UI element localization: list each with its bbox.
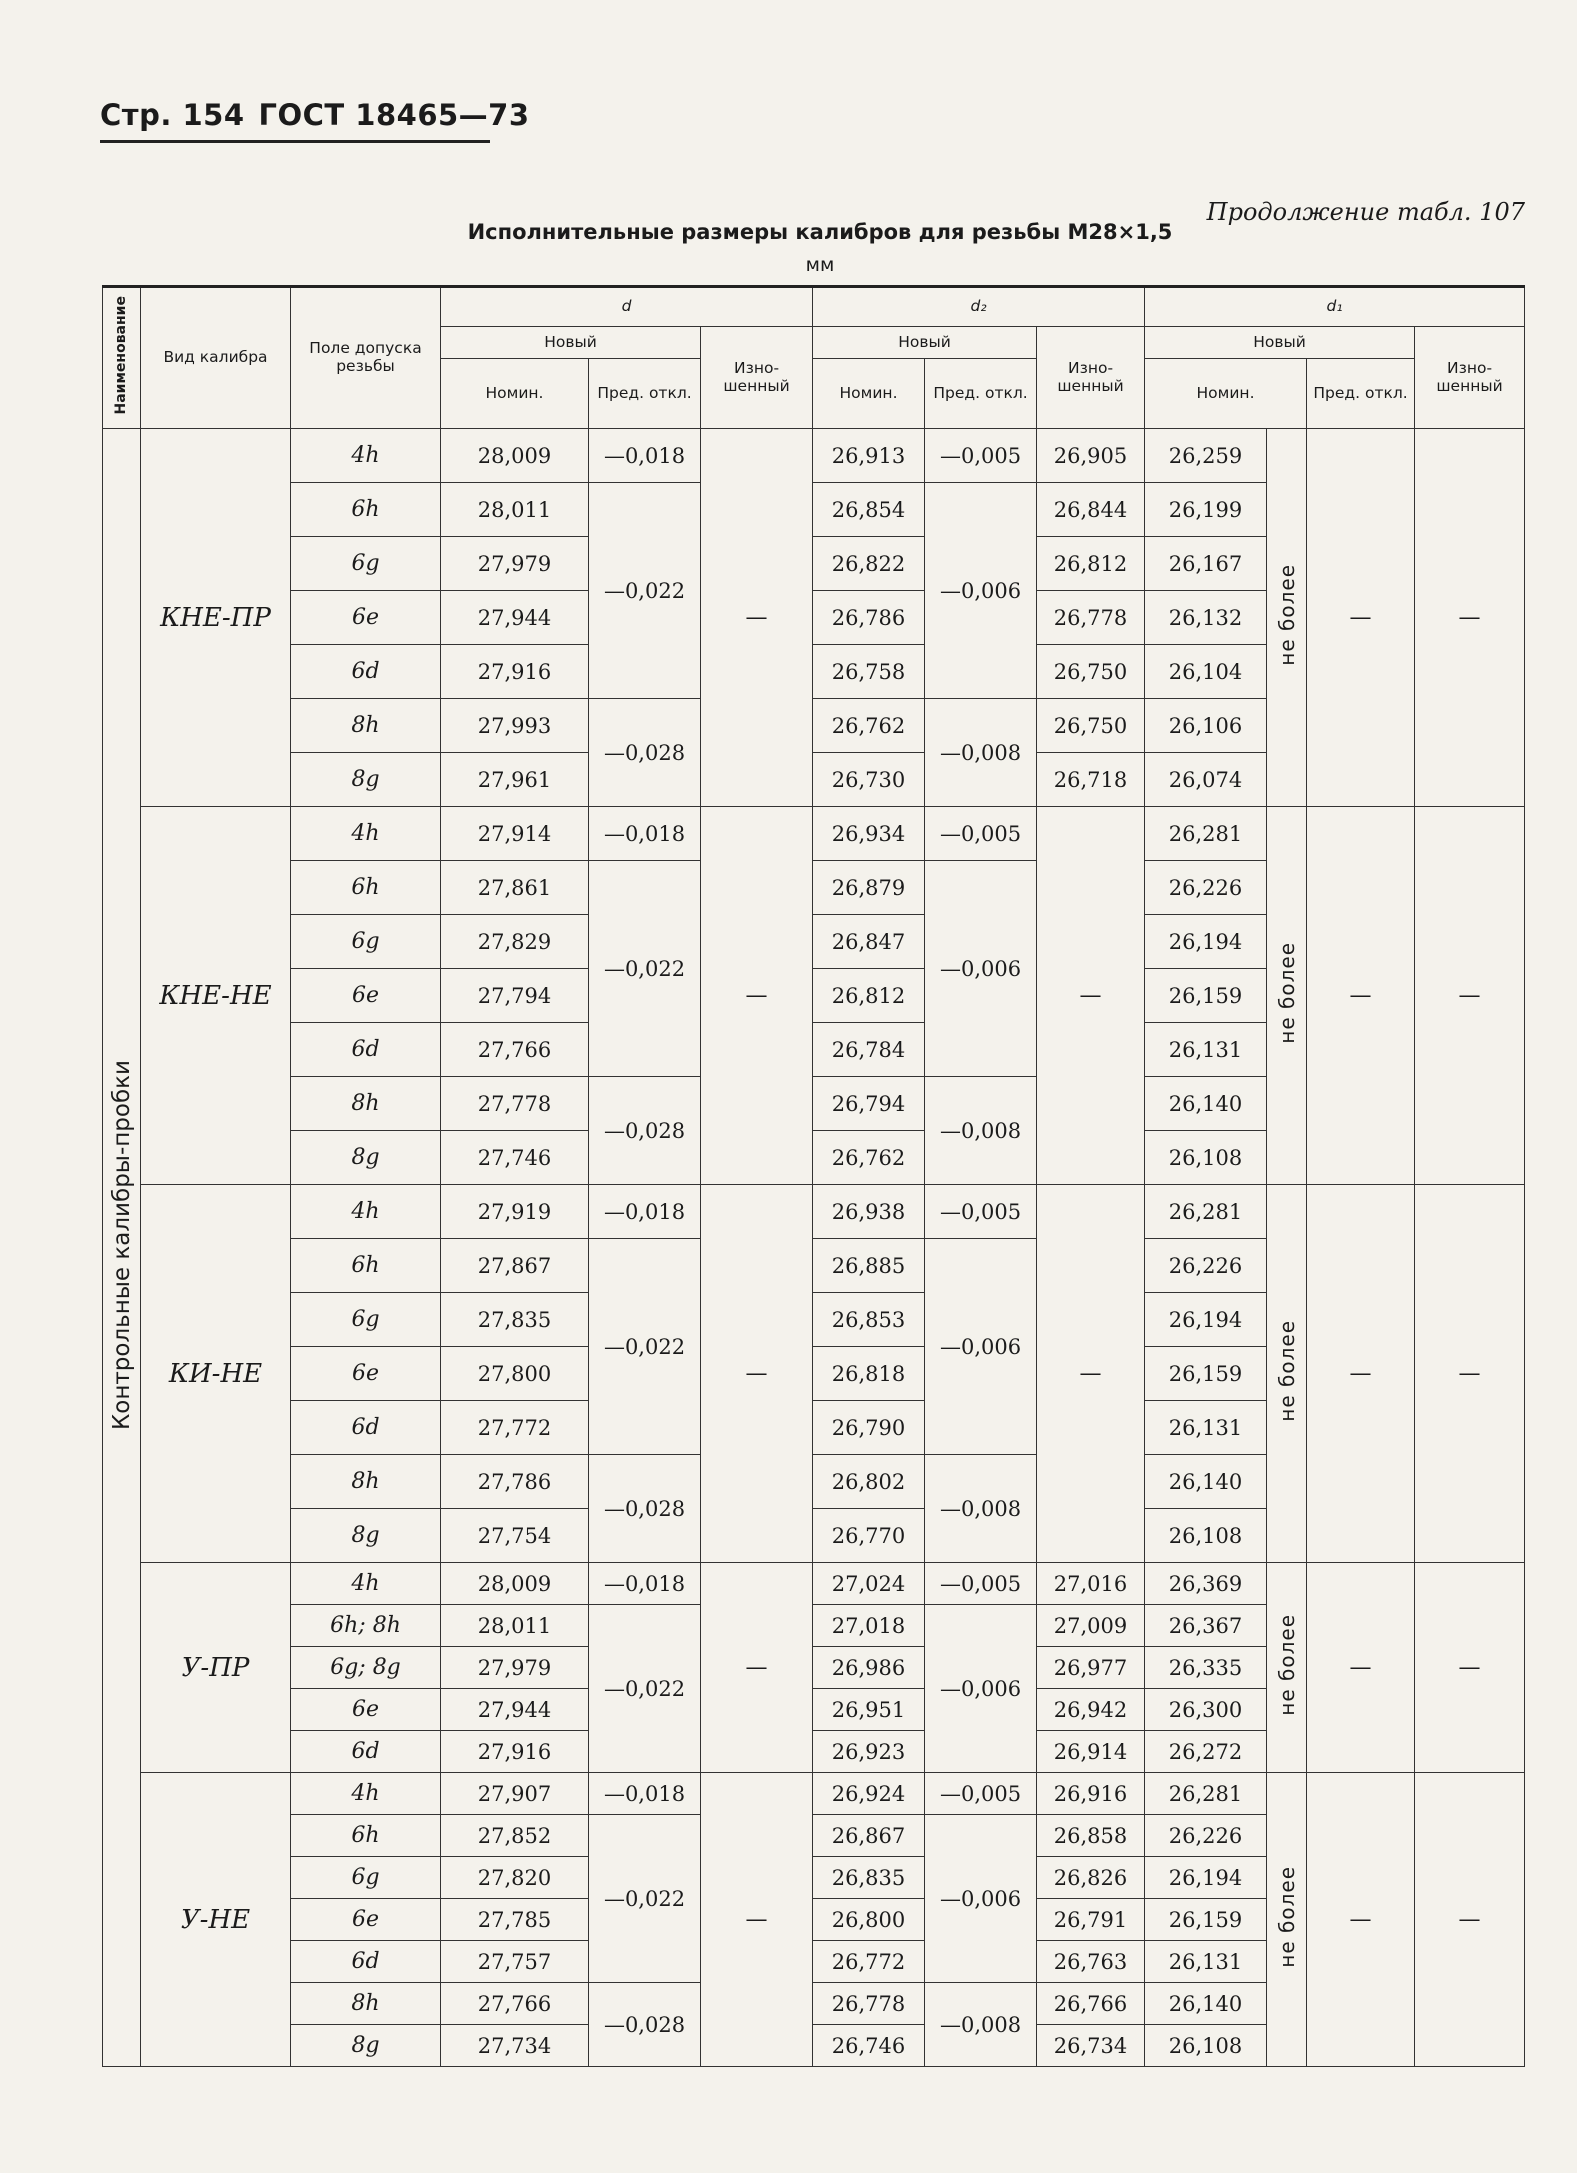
- table-header: [103, 287, 1525, 429]
- d2-nominal: 26,762: [813, 1131, 925, 1185]
- table-units: мм: [805, 254, 835, 276]
- d-nominal: 27,794: [441, 969, 589, 1023]
- not-more-label: не более: [1274, 1614, 1299, 1716]
- d-nominal: 27,778: [441, 1077, 589, 1131]
- d2-limit-dev: —0,005: [925, 1563, 1037, 1605]
- d2-worn: 26,905: [1037, 429, 1145, 483]
- continuation-note: Продолжение табл. 107: [1206, 198, 1525, 226]
- d-limit-dev: —0,018: [589, 1563, 701, 1605]
- d1-nominal: 26,108: [1145, 1509, 1267, 1563]
- d-nominal: 27,820: [441, 1857, 589, 1899]
- tolerance-field: 8g: [291, 2025, 441, 2067]
- tolerance-field: 6h: [291, 861, 441, 915]
- table-row: [103, 1185, 1525, 1239]
- d2-worn: 26,766: [1037, 1983, 1145, 2025]
- d1-nominal: 26,167: [1145, 537, 1267, 591]
- d1-nominal: 26,074: [1145, 753, 1267, 807]
- d2-nominal: 27,024: [813, 1563, 925, 1605]
- d1-nominal: 26,104: [1145, 645, 1267, 699]
- d1-nominal: 26,159: [1145, 969, 1267, 1023]
- table-row: [103, 1563, 1525, 1605]
- page-header: [100, 98, 530, 132]
- tolerance-field: 6h: [291, 1815, 441, 1857]
- d2-limit-dev: —0,006: [925, 1605, 1037, 1773]
- d-nominal: 27,754: [441, 1509, 589, 1563]
- d1-nominal: 26,335: [1145, 1647, 1267, 1689]
- d2-worn: 26,750: [1037, 645, 1145, 699]
- d-limit-dev: —0,028: [589, 1077, 701, 1185]
- tolerance-field: 6d: [291, 1941, 441, 1983]
- d2-nominal: 26,853: [813, 1293, 925, 1347]
- d2-nominal: 26,879: [813, 861, 925, 915]
- d-nominal: 28,011: [441, 1605, 589, 1647]
- d-nominal: 27,907: [441, 1773, 589, 1815]
- d-nominal: 27,916: [441, 1731, 589, 1773]
- d2-nominal: 26,770: [813, 1509, 925, 1563]
- d2-nominal: 26,924: [813, 1773, 925, 1815]
- table-title: Исполнительные размеры калибров для резьбы M28×1,5: [467, 220, 1173, 244]
- d-nominal: 27,785: [441, 1899, 589, 1941]
- gauge-type: КИ-НЕ: [141, 1185, 291, 1563]
- header-d2-worn: Изно-шенный: [1037, 327, 1145, 429]
- header-rule: [100, 140, 490, 143]
- d1-worn: —: [1415, 1773, 1525, 2067]
- d2-worn: 26,916: [1037, 1773, 1145, 1815]
- d2-nominal: 27,018: [813, 1605, 925, 1647]
- tolerance-field: 4h: [291, 1185, 441, 1239]
- d2-limit-dev: —0,005: [925, 807, 1037, 861]
- tolerance-field: 8h: [291, 1983, 441, 2025]
- d2-nominal: 26,938: [813, 1185, 925, 1239]
- d1-worn: —: [1415, 1563, 1525, 1773]
- d2-nominal: 26,786: [813, 591, 925, 645]
- d1-nominal: 26,367: [1145, 1605, 1267, 1647]
- header-d2-limit-dev: Пред. откл.: [925, 359, 1037, 429]
- d2-worn: 26,750: [1037, 699, 1145, 753]
- header-d1-worn: Изно-шенный: [1415, 327, 1525, 429]
- tolerance-field: 8g: [291, 1509, 441, 1563]
- d-nominal: 27,944: [441, 591, 589, 645]
- d2-limit-dev: —0,005: [925, 1185, 1037, 1239]
- d-nominal: 27,867: [441, 1239, 589, 1293]
- d2-limit-dev: —0,006: [925, 483, 1037, 699]
- d2-limit-dev: —0,008: [925, 699, 1037, 807]
- d1-nominal: 26,108: [1145, 1131, 1267, 1185]
- d1-nominal: 26,131: [1145, 1401, 1267, 1455]
- page-number: Стр. 154: [100, 98, 245, 132]
- d2-nominal: 26,835: [813, 1857, 925, 1899]
- tolerance-field: 6h: [291, 1239, 441, 1293]
- d2-worn: 27,016: [1037, 1563, 1145, 1605]
- d2-worn: 26,791: [1037, 1899, 1145, 1941]
- d-limit-dev: —0,022: [589, 861, 701, 1077]
- tolerance-field: 4h: [291, 1563, 441, 1605]
- d1-nominal: 26,259: [1145, 429, 1267, 483]
- d2-worn: 27,009: [1037, 1605, 1145, 1647]
- not-more-label: не более: [1274, 1866, 1299, 1968]
- d-nominal: 27,916: [441, 645, 589, 699]
- d2-nominal: 26,772: [813, 1941, 925, 1983]
- d1-limit-dev: —: [1307, 1773, 1415, 2067]
- table-body: [103, 429, 1525, 2067]
- tolerance-field: 8g: [291, 753, 441, 807]
- tolerance-field: 6e: [291, 1689, 441, 1731]
- tolerance-field: 8g: [291, 1131, 441, 1185]
- d2-limit-dev: —0,006: [925, 861, 1037, 1077]
- d2-worn: 26,812: [1037, 537, 1145, 591]
- d1-nominal: 26,281: [1145, 1773, 1267, 1815]
- d1-nominal: 26,281: [1145, 1185, 1267, 1239]
- d1-nominal: 26,226: [1145, 861, 1267, 915]
- tolerance-field: 6h; 8h: [291, 1605, 441, 1647]
- tolerance-field: 6d: [291, 1401, 441, 1455]
- d1-nominal: 26,106: [1145, 699, 1267, 753]
- d2-worn: 26,858: [1037, 1815, 1145, 1857]
- d1-nominal: 26,272: [1145, 1731, 1267, 1773]
- gauge-dimensions-table: [102, 285, 1525, 2067]
- d2-limit-dev: —0,005: [925, 429, 1037, 483]
- d1-nominal: 26,300: [1145, 1689, 1267, 1731]
- d-nominal: 27,786: [441, 1455, 589, 1509]
- d2-nominal: 26,762: [813, 699, 925, 753]
- d-nominal: 27,993: [441, 699, 589, 753]
- tolerance-field: 6g: [291, 537, 441, 591]
- tolerance-field: 6d: [291, 1023, 441, 1077]
- d1-nominal: 26,140: [1145, 1455, 1267, 1509]
- tolerance-field: 4h: [291, 429, 441, 483]
- header-gauge-type: Вид калибра: [141, 287, 291, 429]
- d2-limit-dev: —0,006: [925, 1815, 1037, 1983]
- not-more-cell: [1267, 429, 1307, 807]
- d2-worn: 26,844: [1037, 483, 1145, 537]
- tolerance-field: 6g; 8g: [291, 1647, 441, 1689]
- d-limit-dev: —0,022: [589, 1239, 701, 1455]
- d-limit-dev: —0,022: [589, 1605, 701, 1773]
- d2-limit-dev: —0,008: [925, 1983, 1037, 2067]
- d-nominal: 28,009: [441, 1563, 589, 1605]
- d2-nominal: 26,923: [813, 1731, 925, 1773]
- d2-nominal: 26,778: [813, 1983, 925, 2025]
- header-d-new: Новый: [441, 327, 701, 359]
- d2-worn: 26,763: [1037, 1941, 1145, 1983]
- d2-limit-dev: —0,008: [925, 1077, 1037, 1185]
- d2-worn: 26,942: [1037, 1689, 1145, 1731]
- d-nominal: 27,852: [441, 1815, 589, 1857]
- d2-nominal: 26,913: [813, 429, 925, 483]
- tolerance-field: 6e: [291, 969, 441, 1023]
- header-tolerance-field: Поле допуска резьбы: [291, 287, 441, 429]
- d1-nominal: 26,108: [1145, 2025, 1267, 2067]
- standard-number: ГОСТ 18465—73: [258, 98, 530, 132]
- d-nominal: 27,772: [441, 1401, 589, 1455]
- d2-limit-dev: —0,006: [925, 1239, 1037, 1455]
- d-nominal: 28,011: [441, 483, 589, 537]
- d1-worn: —: [1415, 807, 1525, 1185]
- d2-nominal: 26,730: [813, 753, 925, 807]
- d-worn: —: [701, 1185, 813, 1563]
- d2-nominal: 26,746: [813, 2025, 925, 2067]
- not-more-label: не более: [1274, 942, 1299, 1044]
- header-d2: d₂: [813, 287, 1145, 327]
- d1-nominal: 26,140: [1145, 1983, 1267, 2025]
- d-nominal: 27,835: [441, 1293, 589, 1347]
- not-more-cell: [1267, 1773, 1307, 2067]
- tolerance-field: 6g: [291, 915, 441, 969]
- tolerance-field: 4h: [291, 807, 441, 861]
- d-nominal: 27,979: [441, 1647, 589, 1689]
- d2-nominal: 26,784: [813, 1023, 925, 1077]
- d1-nominal: 26,194: [1145, 1293, 1267, 1347]
- d-worn: —: [701, 429, 813, 807]
- tolerance-field: 6h: [291, 483, 441, 537]
- d2-nominal: 26,822: [813, 537, 925, 591]
- gauge-type: У-НЕ: [141, 1773, 291, 2067]
- tolerance-field: 6g: [291, 1857, 441, 1899]
- d-limit-dev: —0,022: [589, 1815, 701, 1983]
- table-row: [103, 429, 1525, 483]
- d2-nominal: 26,818: [813, 1347, 925, 1401]
- d-nominal: 27,800: [441, 1347, 589, 1401]
- d2-nominal: 26,800: [813, 1899, 925, 1941]
- header-d1-limit-dev: Пред. откл.: [1307, 359, 1415, 429]
- d1-nominal: 26,159: [1145, 1347, 1267, 1401]
- d2-worn: 26,718: [1037, 753, 1145, 807]
- d-limit-dev: —0,018: [589, 1773, 701, 1815]
- table-row: [103, 1773, 1525, 1815]
- d-worn: —: [701, 807, 813, 1185]
- d-limit-dev: —0,018: [589, 429, 701, 483]
- tolerance-field: 6e: [291, 1899, 441, 1941]
- group-label-cell: [103, 429, 141, 2067]
- header-d2-nominal: Номин.: [813, 359, 925, 429]
- d2-worn: —: [1037, 1185, 1145, 1563]
- d-nominal: 28,009: [441, 429, 589, 483]
- d2-worn: 26,977: [1037, 1647, 1145, 1689]
- d-limit-dev: —0,028: [589, 1983, 701, 2067]
- d2-nominal: 26,854: [813, 483, 925, 537]
- d2-nominal: 26,812: [813, 969, 925, 1023]
- d2-worn: 26,826: [1037, 1857, 1145, 1899]
- d2-worn: 26,914: [1037, 1731, 1145, 1773]
- tolerance-field: 6d: [291, 645, 441, 699]
- d2-nominal: 26,802: [813, 1455, 925, 1509]
- d1-nominal: 26,131: [1145, 1941, 1267, 1983]
- d-worn: —: [701, 1773, 813, 2067]
- d1-limit-dev: —: [1307, 1185, 1415, 1563]
- d2-limit-dev: —0,008: [925, 1455, 1037, 1563]
- d1-nominal: 26,199: [1145, 483, 1267, 537]
- tolerance-field: 6g: [291, 1293, 441, 1347]
- d-nominal: 27,919: [441, 1185, 589, 1239]
- d-nominal: 27,766: [441, 1983, 589, 2025]
- d1-nominal: 26,159: [1145, 1899, 1267, 1941]
- d1-nominal: 26,194: [1145, 1857, 1267, 1899]
- d2-nominal: 26,794: [813, 1077, 925, 1131]
- header-d: d: [441, 287, 813, 327]
- d2-nominal: 26,885: [813, 1239, 925, 1293]
- not-more-label: не более: [1274, 1320, 1299, 1422]
- d1-worn: —: [1415, 1185, 1525, 1563]
- not-more-cell: [1267, 807, 1307, 1185]
- gauge-type: КНЕ-НЕ: [141, 807, 291, 1185]
- d1-worn: —: [1415, 429, 1525, 807]
- tolerance-field: 8h: [291, 1455, 441, 1509]
- tolerance-field: 6e: [291, 1347, 441, 1401]
- gauge-type: КНЕ-ПР: [141, 429, 291, 807]
- d2-worn: 26,778: [1037, 591, 1145, 645]
- d2-nominal: 26,867: [813, 1815, 925, 1857]
- gauge-type: У-ПР: [141, 1563, 291, 1773]
- header-d-worn: Изно-шенный: [701, 327, 813, 429]
- d-limit-dev: —0,022: [589, 483, 701, 699]
- d1-nominal: 26,281: [1145, 807, 1267, 861]
- header-d1: d₁: [1145, 287, 1525, 327]
- d-limit-dev: —0,018: [589, 1185, 701, 1239]
- d2-nominal: 26,790: [813, 1401, 925, 1455]
- d-limit-dev: —0,028: [589, 699, 701, 807]
- d-nominal: 27,979: [441, 537, 589, 591]
- d-limit-dev: —0,018: [589, 807, 701, 861]
- d1-nominal: 26,226: [1145, 1815, 1267, 1857]
- header-d-limit-dev: Пред. откл.: [589, 359, 701, 429]
- d1-nominal: 26,131: [1145, 1023, 1267, 1077]
- d-nominal: 27,757: [441, 1941, 589, 1983]
- d1-nominal: 26,132: [1145, 591, 1267, 645]
- tolerance-field: 6e: [291, 591, 441, 645]
- d-nominal: 27,746: [441, 1131, 589, 1185]
- not-more-cell: [1267, 1563, 1307, 1773]
- d1-nominal: 26,369: [1145, 1563, 1267, 1605]
- tolerance-field: 4h: [291, 1773, 441, 1815]
- d2-limit-dev: —0,005: [925, 1773, 1037, 1815]
- header-d2-new: Новый: [813, 327, 1037, 359]
- tolerance-field: 8h: [291, 1077, 441, 1131]
- d2-worn: 26,734: [1037, 2025, 1145, 2067]
- d-nominal: 27,829: [441, 915, 589, 969]
- d-nominal: 27,861: [441, 861, 589, 915]
- d1-limit-dev: —: [1307, 807, 1415, 1185]
- group-label: Контрольные калибры-пробки: [108, 1059, 135, 1431]
- d2-nominal: 26,847: [813, 915, 925, 969]
- d2-worn: —: [1037, 807, 1145, 1185]
- d-nominal: 27,734: [441, 2025, 589, 2067]
- d-limit-dev: —0,028: [589, 1455, 701, 1563]
- d1-limit-dev: —: [1307, 429, 1415, 807]
- d1-nominal: 26,194: [1145, 915, 1267, 969]
- not-more-label: не более: [1274, 564, 1299, 666]
- d2-nominal: 26,758: [813, 645, 925, 699]
- d2-nominal: 26,934: [813, 807, 925, 861]
- tolerance-field: 6d: [291, 1731, 441, 1773]
- d-nominal: 27,914: [441, 807, 589, 861]
- not-more-cell: [1267, 1185, 1307, 1563]
- header-name: Наименование: [103, 287, 141, 429]
- d-nominal: 27,944: [441, 1689, 589, 1731]
- d-nominal: 27,766: [441, 1023, 589, 1077]
- d-worn: —: [701, 1563, 813, 1773]
- d1-limit-dev: —: [1307, 1563, 1415, 1773]
- header-d-nominal: Номин.: [441, 359, 589, 429]
- header-d1-new: Новый: [1145, 327, 1415, 359]
- d2-nominal: 26,951: [813, 1689, 925, 1731]
- d1-nominal: 26,226: [1145, 1239, 1267, 1293]
- d-nominal: 27,961: [441, 753, 589, 807]
- d2-nominal: 26,986: [813, 1647, 925, 1689]
- header-d1-nominal: Номин.: [1145, 359, 1307, 429]
- table-row: [103, 807, 1525, 861]
- tolerance-field: 8h: [291, 699, 441, 753]
- d1-nominal: 26,140: [1145, 1077, 1267, 1131]
